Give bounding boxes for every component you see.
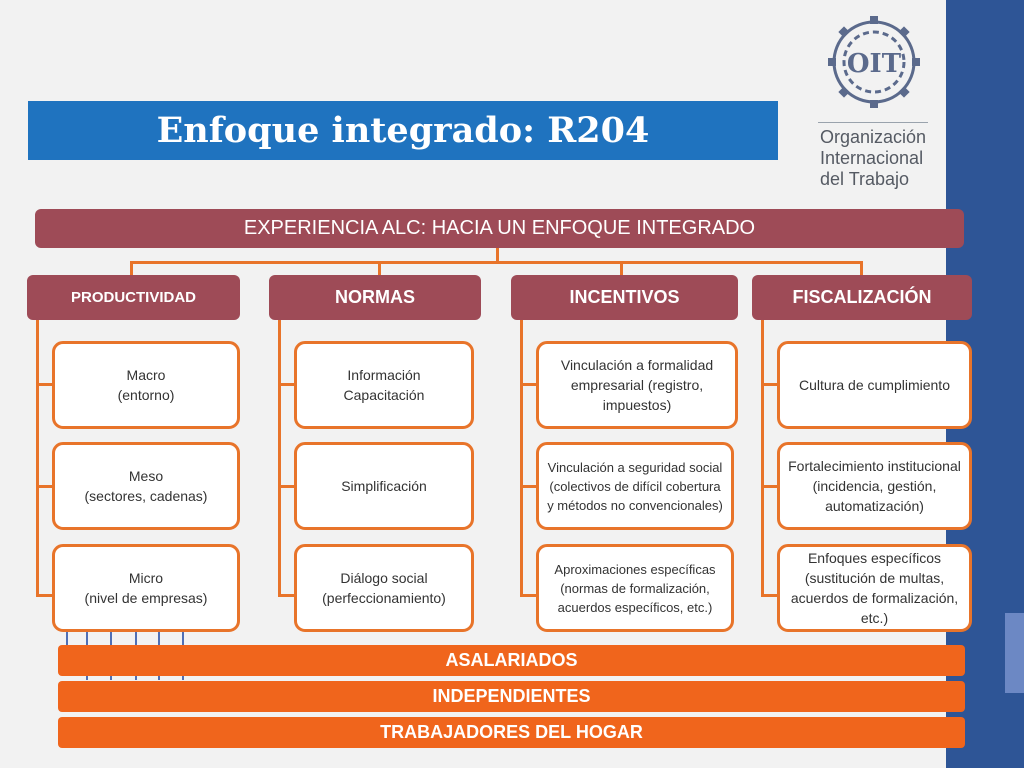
elbow bbox=[36, 383, 53, 386]
column-header-normas: NORMAS bbox=[269, 275, 481, 320]
productividad-item bbox=[52, 544, 240, 632]
fiscalizacion-item bbox=[777, 341, 972, 429]
oit-logo bbox=[818, 12, 930, 112]
elbow bbox=[36, 594, 53, 597]
box-text: Vinculación a formalidad empresarial (registro, impuestos) bbox=[560, 357, 714, 413]
column-header-productividad: PRODUCTIVIDAD bbox=[27, 275, 240, 320]
column-spine bbox=[520, 320, 523, 597]
elbow bbox=[761, 383, 778, 386]
fiscalizacion-item bbox=[777, 442, 972, 530]
column-spine bbox=[36, 320, 39, 597]
org-name-line: Organización bbox=[820, 127, 927, 147]
column-spine bbox=[278, 320, 281, 597]
box-text: Cultura de cumplimiento bbox=[799, 377, 950, 393]
box-text: Vinculación a seguridad social (colectivos de difícil cobertura y métodos no convencionales) bbox=[547, 459, 723, 513]
fiscalizacion-item bbox=[777, 544, 972, 632]
productividad-item bbox=[52, 442, 240, 530]
elbow bbox=[761, 485, 778, 488]
row-asalariados: ASALARIADOS bbox=[58, 645, 965, 676]
column-header-incentivos: INCENTIVOS bbox=[511, 275, 738, 320]
org-name-line: Internacional bbox=[820, 148, 924, 168]
productividad-item bbox=[52, 341, 240, 429]
slide-title: Enfoque integrado: R204 bbox=[156, 110, 650, 151]
connector-drop bbox=[378, 261, 381, 275]
org-name-line: del Trabajo bbox=[820, 169, 910, 189]
connector-drop bbox=[620, 261, 623, 275]
normas-item bbox=[294, 544, 474, 632]
box-text: Micro (nivel de empresas) bbox=[84, 570, 208, 606]
box-text: Información Capacitación bbox=[343, 367, 425, 403]
decorative-line bbox=[66, 632, 68, 646]
elbow bbox=[278, 485, 295, 488]
title-bar bbox=[28, 101, 778, 160]
incentivos-item bbox=[536, 341, 738, 429]
box-text: Fortalecimiento institucional (incidencia, gestión, automatización) bbox=[788, 458, 961, 514]
main-heading: EXPERIENCIA ALC: HACIA UN ENFOQUE INTEGRADO bbox=[35, 209, 964, 248]
box-text: Diálogo social (perfeccionamiento) bbox=[322, 570, 446, 606]
side-accent bbox=[1005, 613, 1024, 693]
organization-name bbox=[820, 127, 950, 190]
row-independientes: INDEPENDIENTES bbox=[58, 681, 965, 712]
elbow bbox=[520, 383, 537, 386]
box-text: Enfoques específicos (sustitución de multas, acuerdos de formalización, etc.) bbox=[790, 550, 959, 626]
incentivos-item bbox=[536, 442, 734, 530]
org-divider bbox=[818, 122, 928, 123]
normas-item bbox=[294, 442, 474, 530]
connector-trunk bbox=[496, 248, 499, 262]
box-text: Meso (sectores, cadenas) bbox=[84, 468, 208, 504]
elbow bbox=[278, 383, 295, 386]
connector-horizontal bbox=[130, 261, 863, 264]
normas-item bbox=[294, 341, 474, 429]
elbow bbox=[520, 485, 537, 488]
connector-drop bbox=[130, 261, 133, 275]
box-text: Macro (entorno) bbox=[117, 367, 175, 403]
connector-drop bbox=[860, 261, 863, 275]
elbow bbox=[761, 594, 778, 597]
box-text: Aproximaciones específicas (normas de formalización, acuerdos específicos, etc.) bbox=[554, 561, 716, 615]
elbow bbox=[520, 594, 537, 597]
elbow bbox=[278, 594, 295, 597]
elbow bbox=[36, 485, 53, 488]
logo-text: OIT bbox=[846, 49, 902, 79]
incentivos-item bbox=[536, 544, 734, 632]
column-header-fiscalizacion: FISCALIZACIÓN bbox=[752, 275, 972, 320]
box-text: Simplificación bbox=[341, 478, 427, 494]
column-spine bbox=[761, 320, 764, 597]
row-trabajadores-del-hogar: TRABAJADORES DEL HOGAR bbox=[58, 717, 965, 748]
